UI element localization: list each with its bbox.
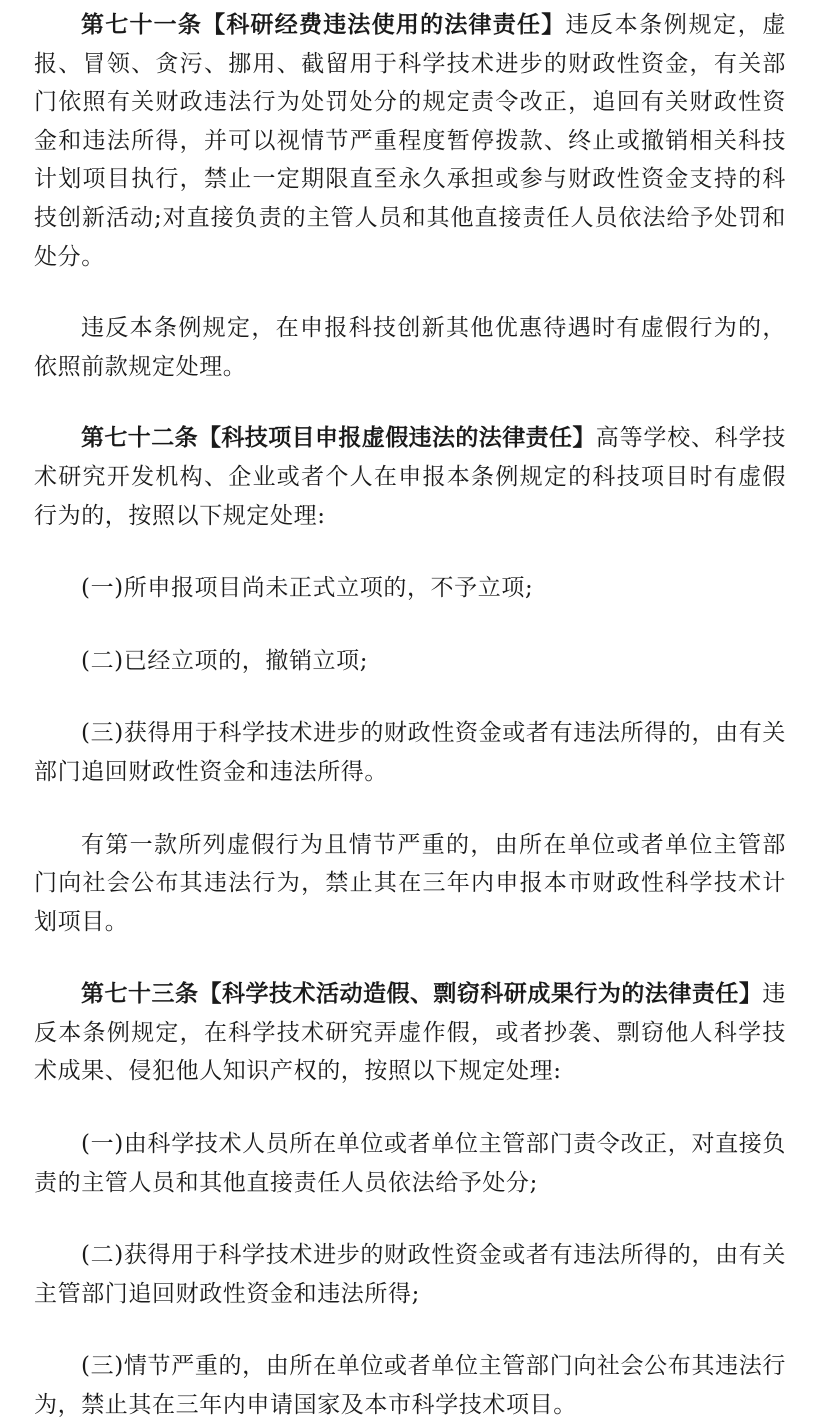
article-71-paragraph — [34, 6, 786, 276]
article-71-heading: 第七十一条【科研经费违法使用的法律责任】 — [81, 12, 566, 38]
article-72-paragraph — [34, 419, 786, 535]
article-73-item-1: (一)由科学技术人员所在单位或者单位主管部门责令改正，对直接负责的主管人员和其他直接责任人员依法给予处分; — [34, 1131, 786, 1196]
article-73-paragraph — [34, 975, 786, 1091]
article-72-item-2: (二)已经立项的，撤销立项; — [81, 647, 369, 674]
article-73-body: 违反本条例规定，在科学技术研究弄虚作假，或者抄袭、剽窃他人科学技术成果、侵犯他人知识产权的，按照以下规定处理: — [34, 981, 786, 1085]
article-72-heading: 第七十二条【科技项目申报虚假违法的法律责任】 — [81, 425, 596, 452]
article-73-item-2: (二)获得用于科学技术进步的财政性资金或者有违法所得的，由有关主管部门追回财政性资金和违法所得; — [34, 1242, 786, 1307]
article-72-item-1: (一)所申报项目尚未正式立项的，不予立项; — [81, 575, 534, 602]
article-72-paragraph-2: 有第一款所列虚假行为且情节严重的，由所在单位或者单位主管部门向社会公布其违法行为，禁止其在三年内申报本市财政性科学技术计划项目。 — [34, 831, 786, 935]
article-73-heading: 第七十三条【科学技术活动造假、剽窃科研成果行为的法律责任】 — [81, 981, 763, 1008]
article-72-item-3: (三)获得用于科学技术进步的财政性资金或者有违法所得的，由有关部门追回财政性资金和违法所得。 — [34, 720, 786, 785]
article-71-body: 违反本条例规定，虚报、冒领、贪污、挪用、截留用于科学技术进步的财政性资金，有关部门依照有关财政违法行为处罚处分的规定责令改正，追回有关财政性资金和违法所得，并可以视情节严重程度暂停拨款、终止或撤销相关科技计划项目执行，禁止一定期限直至永久承担或参与财政性资金支持的科技创新活动;对直接负责的主管人员和其他直接责任人员依法给予处罚和处分。 — [34, 12, 787, 270]
article-72-body: 高等学校、科学技术研究开发机构、企业或者个人在申报本条例规定的科技项目时有虚假行为的，按照以下规定处理: — [34, 425, 786, 529]
article-73-item-3: (三)情节严重的，由所在单位或者单位主管部门向社会公布其违法行为，禁止其在三年内申请国家及本市科学技术项目。 — [34, 1353, 786, 1419]
article-71-paragraph-2: 违反本条例规定，在申报科技创新其他优惠待遇时有虚假行为的，依照前款规定处理。 — [34, 315, 786, 380]
